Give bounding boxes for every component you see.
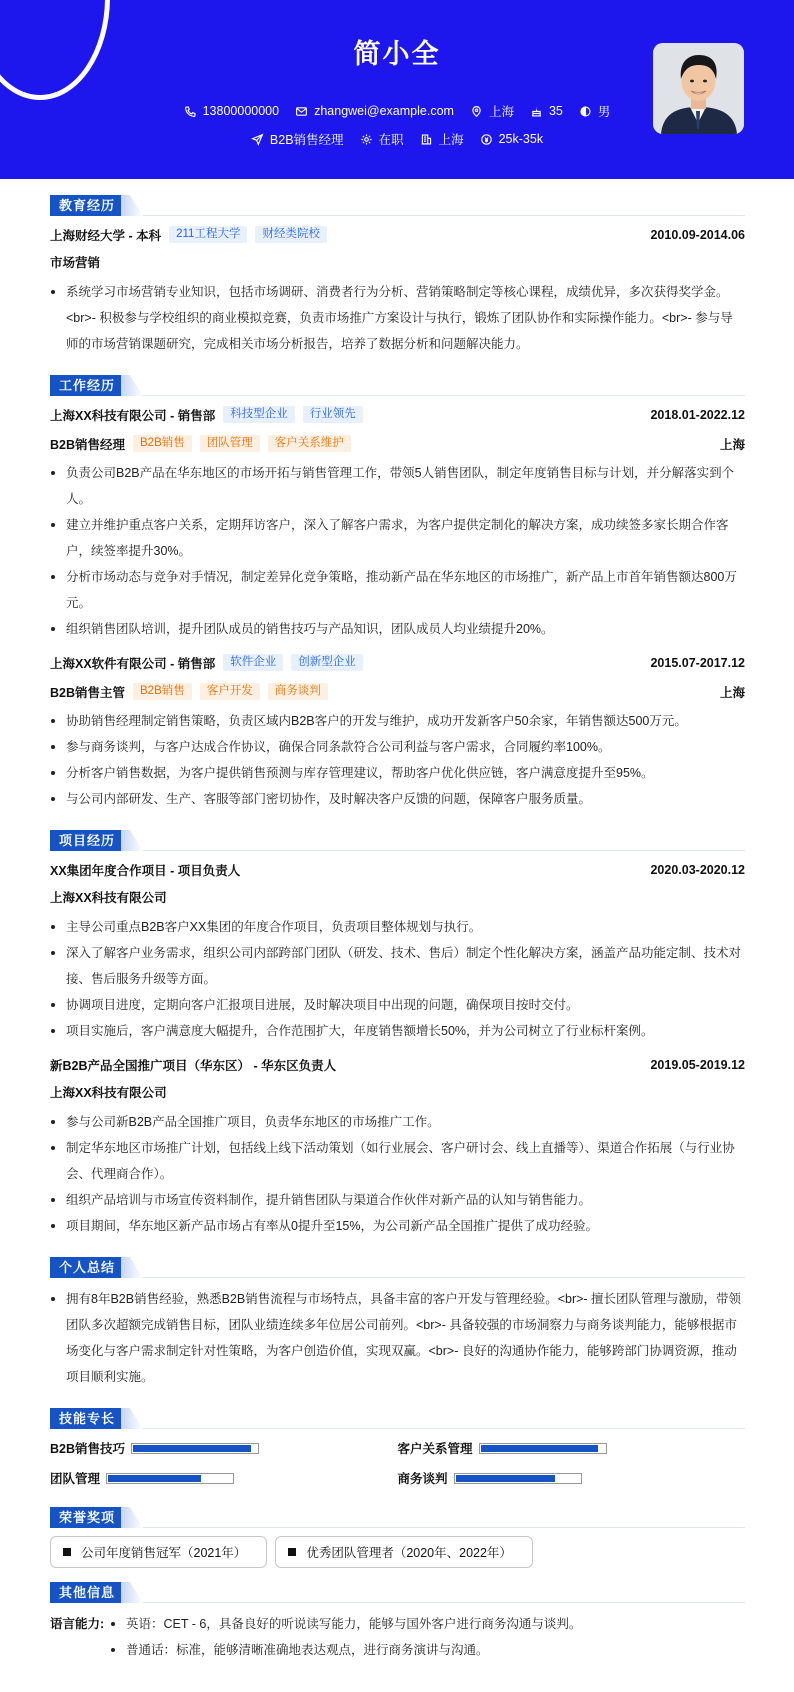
- skill-bar-fill: [481, 1445, 599, 1452]
- skill-bar-fill: [133, 1445, 251, 1452]
- work-entry: [50, 652, 745, 812]
- language-list: [110, 1611, 581, 1663]
- skill-bar: [454, 1473, 582, 1484]
- phone-item: [184, 104, 279, 118]
- list-item: 分析市场动态与竞争对手情况，制定差异化竞争策略，推动新产品在华东地区的市场推广，新产品上市首年销售额达800万元。: [50, 564, 745, 616]
- skill-name: 商务谈判: [397, 1472, 448, 1486]
- project-section: [50, 830, 745, 1239]
- list-item: 制定华东地区市场推广计划，包括线上线下活动策划（如行业展会、客户研讨会、线上直播等）、渠道合作拓展（与行业协会、代理商合作）。: [50, 1135, 745, 1187]
- company-tag: 创新型企业: [291, 654, 363, 671]
- list-item: 组织销售团队培训，提升团队成员的销售技巧与产品知识，团队成员人均业绩提升20%。: [50, 616, 745, 642]
- resume-header: [0, 0, 794, 179]
- salary-text: 25k-35k: [498, 132, 544, 146]
- list-item: 项目期间，华东地区新产品市场占有率从0提升至15%，为公司新产品全国推广提供了成功经验。: [50, 1213, 745, 1239]
- target-city-item: [420, 130, 464, 148]
- salary-item: [480, 132, 543, 146]
- skill-name: 客户关系管理: [397, 1442, 473, 1456]
- summary-section: [50, 1257, 745, 1390]
- status-item: [360, 130, 404, 148]
- target-city-text: 上海: [438, 133, 464, 147]
- education-description: [50, 279, 745, 357]
- skills-section: [50, 1408, 745, 1489]
- project-entry: [50, 859, 745, 1044]
- gender-text: 男: [597, 105, 611, 119]
- role-row: [50, 681, 745, 702]
- company-name: 上海XX软件有限公司 - 销售部: [50, 656, 216, 671]
- education-section: [50, 195, 745, 357]
- list-item: 拥有8年B2B销售经验，熟悉B2B销售流程与市场特点，具备丰富的客户开发与管理经验。<br>- 擅长团队管理与激励，带领团队多次超额完成销售目标，团队业绩连续多年位居公司前列。<br>- 具备较强的市场洞察力与商务谈判能力，能够根据市场变化与客户需求制定针对性策略，为客户创造价值，实现双赢。<br>- 良好的沟通协作能力，能够跨部门协调资源，推动项目顺利实施。: [50, 1286, 745, 1390]
- work-bullets: [50, 708, 745, 812]
- role-tag: 商务谈判: [268, 683, 328, 700]
- project-date: 2020.03-2020.12: [650, 862, 745, 877]
- role-tag: 客户关系维护: [268, 435, 351, 452]
- section-title: 个人总结: [50, 1257, 125, 1278]
- section-header: [50, 1408, 745, 1429]
- building-icon: [420, 133, 433, 146]
- gender-icon: [579, 105, 592, 118]
- work-date: 2015.07-2017.12: [650, 655, 745, 670]
- status-text: 在职: [378, 133, 404, 147]
- phone-text: 13800000000: [202, 104, 280, 118]
- section-header: [50, 1257, 745, 1278]
- list-item: 负责公司B2B产品在华东地区的市场开拓与销售管理工作，带领5人销售团队，制定年度销售目标与计划，并分解落实到个人。: [50, 460, 745, 512]
- skill-name: 团队管理: [50, 1472, 101, 1486]
- skill-bar: [106, 1473, 234, 1484]
- skill-item: [398, 1467, 746, 1489]
- role-tag: B2B销售: [133, 683, 192, 700]
- location-icon: [470, 105, 483, 118]
- role-tag: B2B销售: [133, 435, 192, 452]
- language-block: [50, 1611, 745, 1663]
- section-title-tail: [121, 1408, 143, 1429]
- list-item: 系统学习市场营销专业知识，包括市场调研、消费者行为分析、营销策略制定等核心课程，成绩优异，多次获得奖学金。<br>- 积极参与学校组织的商业模拟竞赛，负责市场推广方案设计与执行，锻炼了团队协作和实际操作能力。<br>- 参与导师的市场营销课题研究，完成相关市场分析报告，培养了数据分析和问题解决能力。: [50, 279, 745, 357]
- list-item: 分析客户销售数据，为客户提供销售预测与库存管理建议，帮助客户优化供应链，客户满意度提升至95%。: [50, 760, 745, 786]
- company-tag: 科技型企业: [223, 406, 295, 423]
- list-item: 主导公司重点B2B客户XX集团的年度合作项目，负责项目整体规划与执行。: [50, 914, 745, 940]
- work-bullets: [50, 460, 745, 642]
- section-title: 项目经历: [50, 830, 125, 851]
- section-title-tail: [121, 830, 143, 851]
- list-item: 协调项目进度，定期向客户汇报项目进展，及时解决项目中出现的问题，确保项目按时交付。: [50, 992, 745, 1018]
- section-header: [50, 1582, 745, 1603]
- age-item: [530, 104, 563, 118]
- role-row: [50, 433, 745, 454]
- email-text: zhangwei@example.com: [314, 104, 454, 118]
- section-header: [50, 195, 745, 216]
- award-chip: [275, 1536, 533, 1568]
- section-title: 技能专长: [50, 1408, 125, 1429]
- project-title-row: [50, 1054, 745, 1075]
- role-tag: 团队管理: [200, 435, 260, 452]
- mail-icon: [295, 105, 308, 118]
- school-tag: 财经类院校: [255, 226, 327, 243]
- section-title-tail: [121, 1507, 143, 1528]
- skills-grid: [50, 1437, 745, 1489]
- money-icon: [480, 133, 493, 146]
- project-title: XX集团年度合作项目 - 项目负责人: [50, 863, 241, 878]
- skill-bar-fill: [456, 1475, 555, 1482]
- company-name: 上海XX科技有限公司 - 销售部: [50, 408, 216, 423]
- major: 市场营销: [50, 256, 101, 270]
- position-item: [251, 130, 344, 148]
- school-tag: 211工程大学: [169, 226, 247, 243]
- school-line: 上海财经大学 - 本科: [50, 228, 162, 243]
- work-section: [50, 375, 745, 812]
- work-location: 上海: [719, 685, 745, 700]
- skill-item: [398, 1437, 746, 1459]
- company-row: [50, 404, 745, 425]
- age-text: 35: [548, 104, 563, 118]
- award-chip: [50, 1536, 267, 1568]
- city-item: [470, 102, 514, 120]
- list-item: 协助销售经理制定销售策略，负责区域内B2B客户的开发与维护，成功开发新客户50余家，年销售额达500万元。: [50, 708, 745, 734]
- project-company: 上海XX科技有限公司: [50, 1086, 167, 1100]
- section-title: 荣誉奖项: [50, 1507, 125, 1528]
- section-header: [50, 375, 745, 396]
- project-title: 新B2B产品全国推广项目（华东区） - 华东区负责人: [50, 1058, 337, 1073]
- gender-item: [579, 102, 611, 120]
- settings-icon: [360, 133, 373, 146]
- city-text: 上海: [488, 105, 514, 119]
- list-item: 与公司内部研发、生产、客服等部门密切协作，及时解决客户反馈的问题，保障客户服务质量。: [50, 786, 745, 812]
- list-item: 参与商务谈判，与客户达成合作协议，确保合同条款符合公司利益与客户需求，合同履约率100%。: [50, 734, 745, 760]
- section-title-tail: [121, 1582, 143, 1603]
- section-title-tail: [121, 1257, 143, 1278]
- list-item: 建立并维护重点客户关系，定期拜访客户，深入了解客户需求，为客户提供定制化的解决方案，成功续签多家长期合作客户，续签率提升30%。: [50, 512, 745, 564]
- role-tag: 客户开发: [200, 683, 260, 700]
- avatar-illustration: [653, 43, 744, 134]
- language-label: 语言能力:: [50, 1617, 105, 1631]
- project-date: 2019.05-2019.12: [650, 1057, 745, 1072]
- role-title: B2B销售经理: [50, 437, 126, 452]
- section-title: 教育经历: [50, 195, 125, 216]
- section-header: [50, 830, 745, 851]
- project-company: 上海XX科技有限公司: [50, 891, 167, 905]
- awards-section: [50, 1507, 745, 1568]
- square-bullet-icon: [288, 1548, 296, 1556]
- skill-name: B2B销售技巧: [50, 1442, 126, 1456]
- list-item: 组织产品培训与市场宣传资料制作，提升销售团队与渠道合作伙伴对新产品的认知与销售能力。: [50, 1187, 745, 1213]
- project-title-row: [50, 859, 745, 880]
- award-text: 公司年度销售冠军（2021年）: [81, 1546, 247, 1560]
- award-text: 优秀团队管理者（2020年、2022年）: [306, 1546, 512, 1560]
- resume-body: [50, 195, 745, 1663]
- section-title-tail: [121, 195, 143, 216]
- list-item: 普通话：标准，能够清晰准确地表达观点，进行商务演讲与沟通。: [110, 1637, 581, 1663]
- section-header: [50, 1507, 745, 1528]
- company-tag: 软件企业: [223, 654, 283, 671]
- list-item: 参与公司新B2B产品全国推广项目，负责华东地区的市场推广工作。: [50, 1109, 745, 1135]
- section-title: 工作经历: [50, 375, 125, 396]
- square-bullet-icon: [63, 1548, 71, 1556]
- skill-item: [50, 1467, 398, 1489]
- company-tag: 行业领先: [303, 406, 363, 423]
- role-title: B2B销售主管: [50, 685, 126, 700]
- cake-icon: [530, 105, 543, 118]
- skill-item: [50, 1437, 398, 1459]
- list-item: 项目实施后，客户满意度大幅提升，合作范围扩大，年度销售额增长50%，并为公司树立了行业标杆案例。: [50, 1018, 745, 1044]
- project-bullets: [50, 914, 745, 1044]
- work-entry: [50, 404, 745, 642]
- section-title-tail: [121, 375, 143, 396]
- education-date: 2010.09-2014.06: [650, 227, 745, 242]
- skill-bar: [131, 1443, 259, 1454]
- profile-photo: [653, 43, 744, 134]
- section-title: 其他信息: [50, 1582, 125, 1603]
- skill-bar-fill: [108, 1475, 201, 1482]
- send-icon: [251, 133, 264, 146]
- email-item: [295, 104, 454, 118]
- education-entry-header: [50, 224, 745, 245]
- phone-icon: [184, 105, 197, 118]
- summary-text: [50, 1286, 745, 1390]
- project-bullets: [50, 1109, 745, 1239]
- awards-list: [50, 1536, 745, 1568]
- skill-bar: [479, 1443, 607, 1454]
- list-item: 英语：CET - 6，具备良好的听说读写能力，能够与国外客户进行商务沟通与谈判。: [110, 1611, 581, 1637]
- position-text: B2B销售经理: [269, 133, 344, 147]
- list-item: 深入了解客户业务需求，组织公司内部跨部门团队（研发、技术、售后）制定个性化解决方案，涵盖产品功能定制、技术对接、售后服务升级等方面。: [50, 940, 745, 992]
- work-date: 2018.01-2022.12: [650, 407, 745, 422]
- work-location: 上海: [719, 437, 745, 452]
- candidate-name: 简小全: [353, 39, 441, 69]
- project-entry: [50, 1054, 745, 1239]
- other-section: [50, 1582, 745, 1663]
- company-row: [50, 652, 745, 673]
